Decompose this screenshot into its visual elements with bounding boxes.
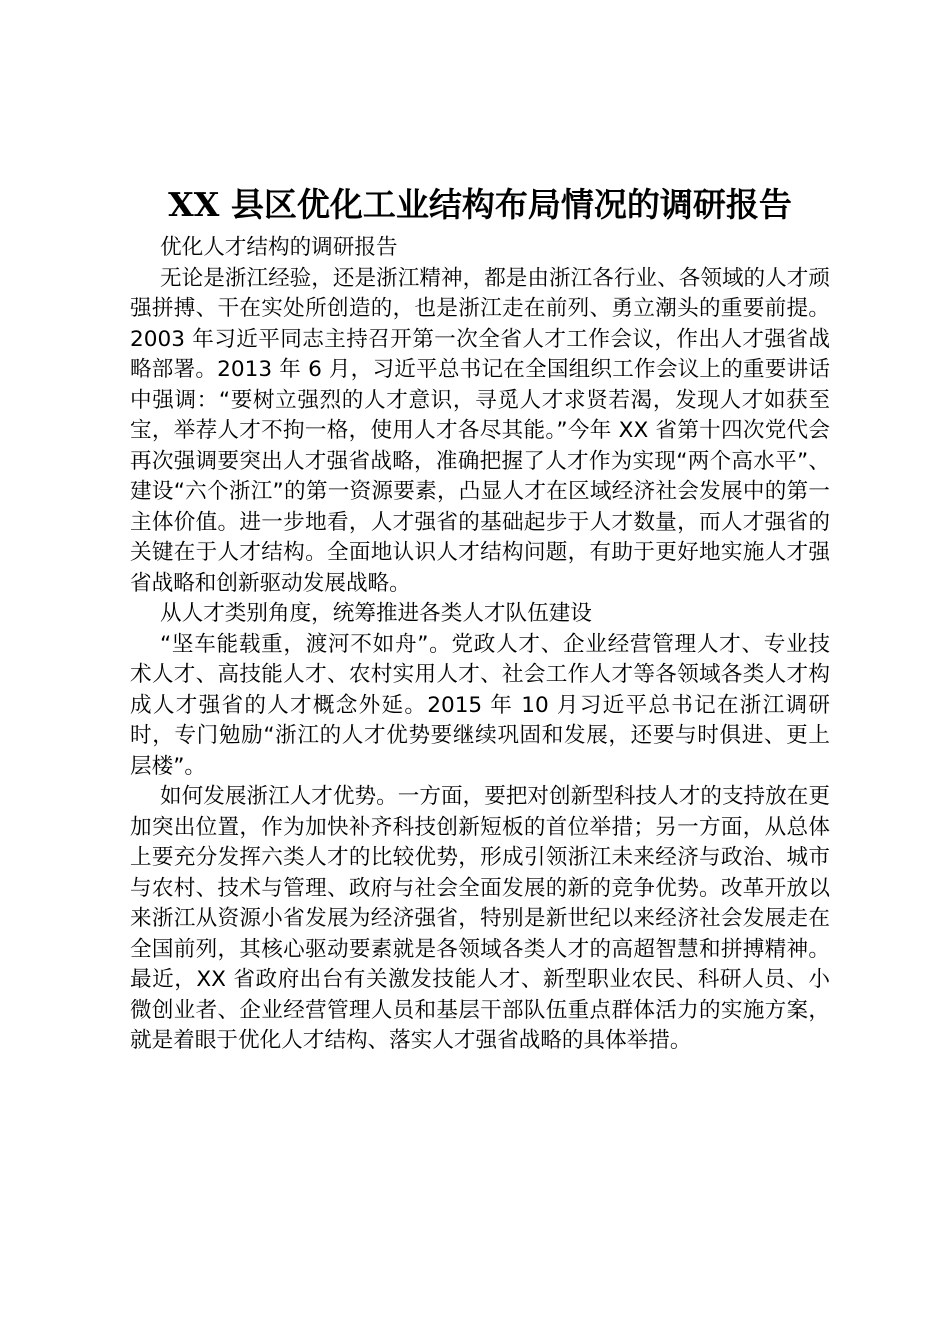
talent-advantage-paragraph: 如何发展浙江人才优势。一方面，要把对创新型科技人才的支持放在更加突出位置，作为加快补齐科技创新短板的首位举措；另一方面，从总体上要充分发挥六类人才的比较优势，形成引领浙江未来经济与政治、城市与农村、技术与管理、政府与社会全面发展的新的竞争优势。改革开放以来浙江从资源小省发展为经济强省，特别是新世纪以来经济社会发展走在全国前列，其核心驱动要素就是各领域各类人才的高超智慧和拼搏精神。最近，XX 省政府出台有关激发技能人才、新型职业农民、科研人员、小微创业者、企业经营管理人员和基层干部队伍重点群体活力的实施方案，就是着眼于优化人才结构、落实人才强省战略的具体举措。 bbox=[130, 784, 830, 1053]
subtitle-paragraph: 优化人才结构的调研报告 bbox=[160, 235, 398, 260]
intro-paragraph: 无论是浙江经验，还是浙江精神，都是由浙江各行业、各领域的人才顽强拼搏、干在实处所创造的，也是浙江走在前列、勇立潮头的重要前提。2003 年习近平同志主持召开第一次全省人才工作会议，作出人才强省战略部署。2013 年 6 月，习近平总书记在全国组织工作会议上的重要讲话中强调：“要树立强烈的人才意识，寻觅人才求贤若渴，发现人才如获至宝，举荐人才不拘一格，使用人才各尽其能。”今年 XX 省第十四次党代会再次强调要突出人才强省战略，准确把握了人才作为实现“两个高水平”、建设“六个浙江”的第一资源要素，凸显人才在区域经济社会发展中的第一主体价值。进一步地看，人才强省的基础起步于人才数量，而人才强省的关键在于人才结构。全面地认识人才结构问题，有助于更好地实施人才强省战略和创新驱动发展战略。 bbox=[130, 265, 830, 596]
talent-categories-paragraph: “坚车能载重，渡河不如舟”。党政人才、企业经营管理人才、专业技术人才、高技能人才、农村实用人才、社会工作人才等各领域各类人才构成人才强省的人才概念外延。2015 年 10 月习近平总书记在浙江调研时，专门勉励“浙江的人才优势要继续巩固和发展，还要与时俱进、更上层楼”。 bbox=[130, 631, 830, 779]
document-body bbox=[130, 233, 830, 1057]
section-heading-paragraph: 从人才类别角度，统筹推进各类人才队伍建设 bbox=[160, 601, 592, 626]
document-title: XX 县区优化工业结构布局情况的调研报告 bbox=[168, 185, 792, 224]
